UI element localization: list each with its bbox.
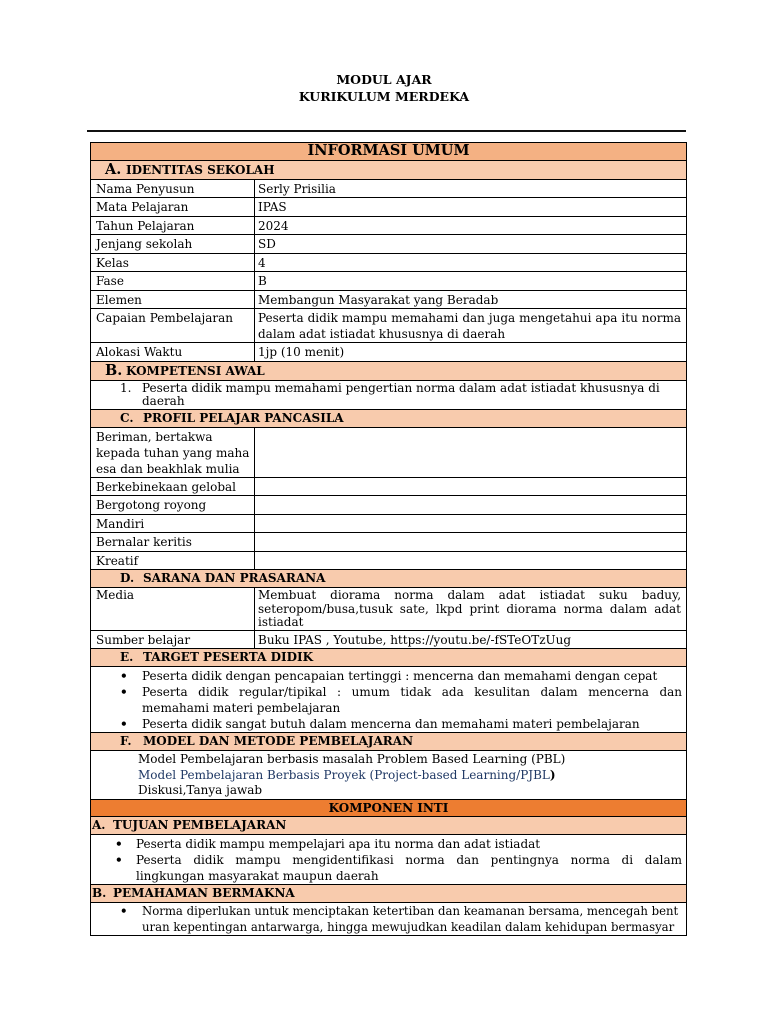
table-row [91, 235, 687, 254]
row-value: IPAS [255, 198, 687, 217]
table-row [91, 496, 687, 515]
document-header [0, 71, 768, 105]
section-header [91, 570, 687, 588]
komponen-inti-row [91, 799, 687, 817]
kompetensi-awal-header-row [91, 361, 687, 380]
bullet-marker [120, 684, 142, 716]
section-letter: F. [120, 734, 132, 748]
row-value [255, 533, 687, 552]
list-item [120, 684, 682, 716]
row-label: Media [91, 588, 255, 631]
list-item [115, 836, 682, 852]
list-item-text: Peserta didik mampu memahami pengertian norma dalam adat istiadat khususnya di daerah [142, 380, 660, 408]
table-row [91, 588, 687, 631]
section-title: PEMAHAMAN BERMAKNA [113, 886, 295, 900]
list-item-text: Peserta didik sangat butuh dalam mencerna dan memahami materi pembelajaran [142, 717, 640, 731]
list-item-line: Norma diperlukan untuk menciptakan ketertiban dan keamanan bersama, mencegah bent [142, 904, 679, 918]
tujuan-list [91, 835, 687, 885]
model-item-suffix: ) [549, 767, 556, 782]
row-label: Nama Penyusun [91, 179, 255, 198]
target-peserta-header-row [91, 649, 687, 667]
indent-spacer [120, 920, 142, 936]
section-letter: C. [120, 410, 134, 425]
informasi-umum-heading: INFORMASI UMUM [91, 143, 687, 161]
row-value: Membuat diorama norma dalam adat istiadat suku baduy, seteropom/busa,tusuk sate, lkpd print diorama norma dalam adat istiadat [255, 588, 687, 631]
section-header [91, 733, 687, 751]
row-label: Capaian Pembelajaran [91, 309, 255, 343]
row-value [255, 427, 687, 477]
row-value: SD [255, 235, 687, 254]
list-item-line: uran kepentingan antarwarga, hingga mewujudkan keadilan dalam kehidupan bermasyar [142, 919, 675, 934]
list-number: 1. [120, 380, 132, 395]
section-letter: B. [105, 361, 123, 379]
section-title: TARGET PESERTA DIDIK [143, 650, 314, 664]
table-row [91, 630, 687, 649]
tujuan-pembelajaran-header-row [91, 817, 687, 835]
table-row [91, 179, 687, 198]
section-letter: E. [120, 650, 134, 664]
section-title: KOMPETENSI AWAL [126, 363, 265, 378]
model-item-text: Model Pembelajaran Berbasis Proyek (Project-based Learning/PJBL [138, 767, 550, 782]
informasi-umum-row [91, 143, 687, 161]
section-letter: A. [105, 160, 122, 178]
document-subtitle: KURIKULUM MERDEKA [298, 89, 470, 104]
list-item-continuation [120, 920, 686, 936]
row-value: B [255, 272, 687, 291]
target-peserta-row [91, 667, 687, 733]
list-item-text: Peserta didik mampu mengidentifikasi norma dan pentingnya norma di dalam lingkungan masyarakat maupun daerah [136, 853, 683, 883]
target-list [91, 667, 687, 733]
bullet-marker [120, 716, 142, 732]
model-item: Diskusi,Tanya jawab [138, 783, 263, 797]
list-item-text: Peserta didik regular/tipikal : umum tidak ada kesulitan dalam mencerna dan memahami materi pembelajaran [142, 685, 683, 715]
section-letter: A. [92, 818, 106, 832]
pemahaman-bermakna-header-row [91, 885, 687, 903]
row-label: Sumber belajar [91, 630, 255, 649]
table-row [91, 272, 687, 291]
list-item [115, 852, 682, 884]
model-list [91, 751, 687, 800]
row-value: Buku IPAS , Youtube, https://youtu.be/-fSTeOTzUug [255, 630, 687, 649]
row-value: 1jp (10 menit) [255, 343, 687, 362]
table-row [91, 253, 687, 272]
pemahaman-list [91, 903, 687, 936]
section-title: SARANA DAN PRASARANA [143, 571, 326, 585]
row-value: 4 [255, 253, 687, 272]
profil-pelajar-header-row [91, 409, 687, 427]
table-row [91, 533, 687, 552]
section-letter: D. [120, 571, 135, 585]
row-label: Bergotong royong [91, 496, 255, 515]
section-title: MODEL DAN METODE PEMBELAJARAN [143, 734, 414, 748]
table-row [91, 427, 687, 477]
row-value [255, 551, 687, 570]
bullet-marker [120, 668, 142, 684]
table-row [91, 198, 687, 217]
section-header [91, 817, 687, 835]
list-item-text: Peserta didik mampu mempelajari apa itu norma dan adat istiadat [136, 837, 541, 851]
list-item [120, 904, 686, 920]
section-title: PROFIL PELAJAR PANCASILA [143, 410, 344, 425]
sarana-prasarana-header-row [91, 570, 687, 588]
model-item [138, 768, 683, 784]
row-value [255, 477, 687, 496]
bullet-marker [120, 904, 142, 920]
table-row [91, 309, 687, 343]
row-label: Elemen [91, 290, 255, 309]
list-item [120, 382, 682, 409]
table-row [91, 551, 687, 570]
tujuan-pembelajaran-row [91, 835, 687, 885]
row-value: 2024 [255, 216, 687, 235]
section-header [91, 409, 687, 427]
row-value: Serly Prisilia [255, 179, 687, 198]
table-row [91, 216, 687, 235]
row-label: Kreatif [91, 551, 255, 570]
section-header [91, 361, 687, 380]
row-label: Bernalar keritis [91, 533, 255, 552]
section-header [91, 649, 687, 667]
section-header [91, 885, 687, 903]
kompetensi-awal-row [91, 380, 687, 409]
row-label: Alokasi Waktu [91, 343, 255, 362]
model-item: Model Pembelajaran berbasis masalah Problem Based Learning (PBL) [138, 752, 566, 766]
list-item [120, 716, 682, 732]
bullet-marker [115, 852, 136, 884]
header-divider [87, 130, 686, 132]
table-row [91, 477, 687, 496]
modul-table [90, 142, 687, 936]
row-label: Beriman, bertakwa kepada tuhan yang maha esa dan beakhlak mulia [91, 427, 255, 477]
row-value: Peserta didik mampu memahami dan juga mengetahui apa itu norma dalam adat istiadat khususnya di daerah [255, 309, 687, 343]
pemahaman-bermakna-row [91, 903, 687, 936]
kompetensi-list [91, 380, 687, 409]
table-row [91, 290, 687, 309]
row-value [255, 514, 687, 533]
section-letter: B. [92, 886, 107, 900]
row-value [255, 496, 687, 515]
model-metode-header-row [91, 733, 687, 751]
komponen-inti-heading: KOMPONEN INTI [91, 799, 687, 817]
row-label: Berkebinekaan gelobal [91, 477, 255, 496]
row-label: Fase [91, 272, 255, 291]
identitas-sekolah-header-row [91, 160, 687, 179]
table-row [91, 514, 687, 533]
row-label: Kelas [91, 253, 255, 272]
table-row [91, 343, 687, 362]
document-title: MODUL AJAR [336, 72, 432, 87]
list-item-text: Peserta didik dengan pencapaian tertinggi : mencerna dan memahami dengan cepat [142, 669, 658, 683]
section-title: IDENTITAS SEKOLAH [126, 162, 275, 177]
section-title: TUJUAN PEMBELAJARAN [113, 818, 287, 832]
model-metode-row [91, 751, 687, 800]
section-header [91, 160, 687, 179]
list-item [120, 668, 682, 684]
row-label: Mata Pelajaran [91, 198, 255, 217]
row-label: Mandiri [91, 514, 255, 533]
bullet-marker [115, 836, 136, 852]
row-label: Jenjang sekolah [91, 235, 255, 254]
row-label: Tahun Pelajaran [91, 216, 255, 235]
row-value: Membangun Masyarakat yang Beradab [255, 290, 687, 309]
